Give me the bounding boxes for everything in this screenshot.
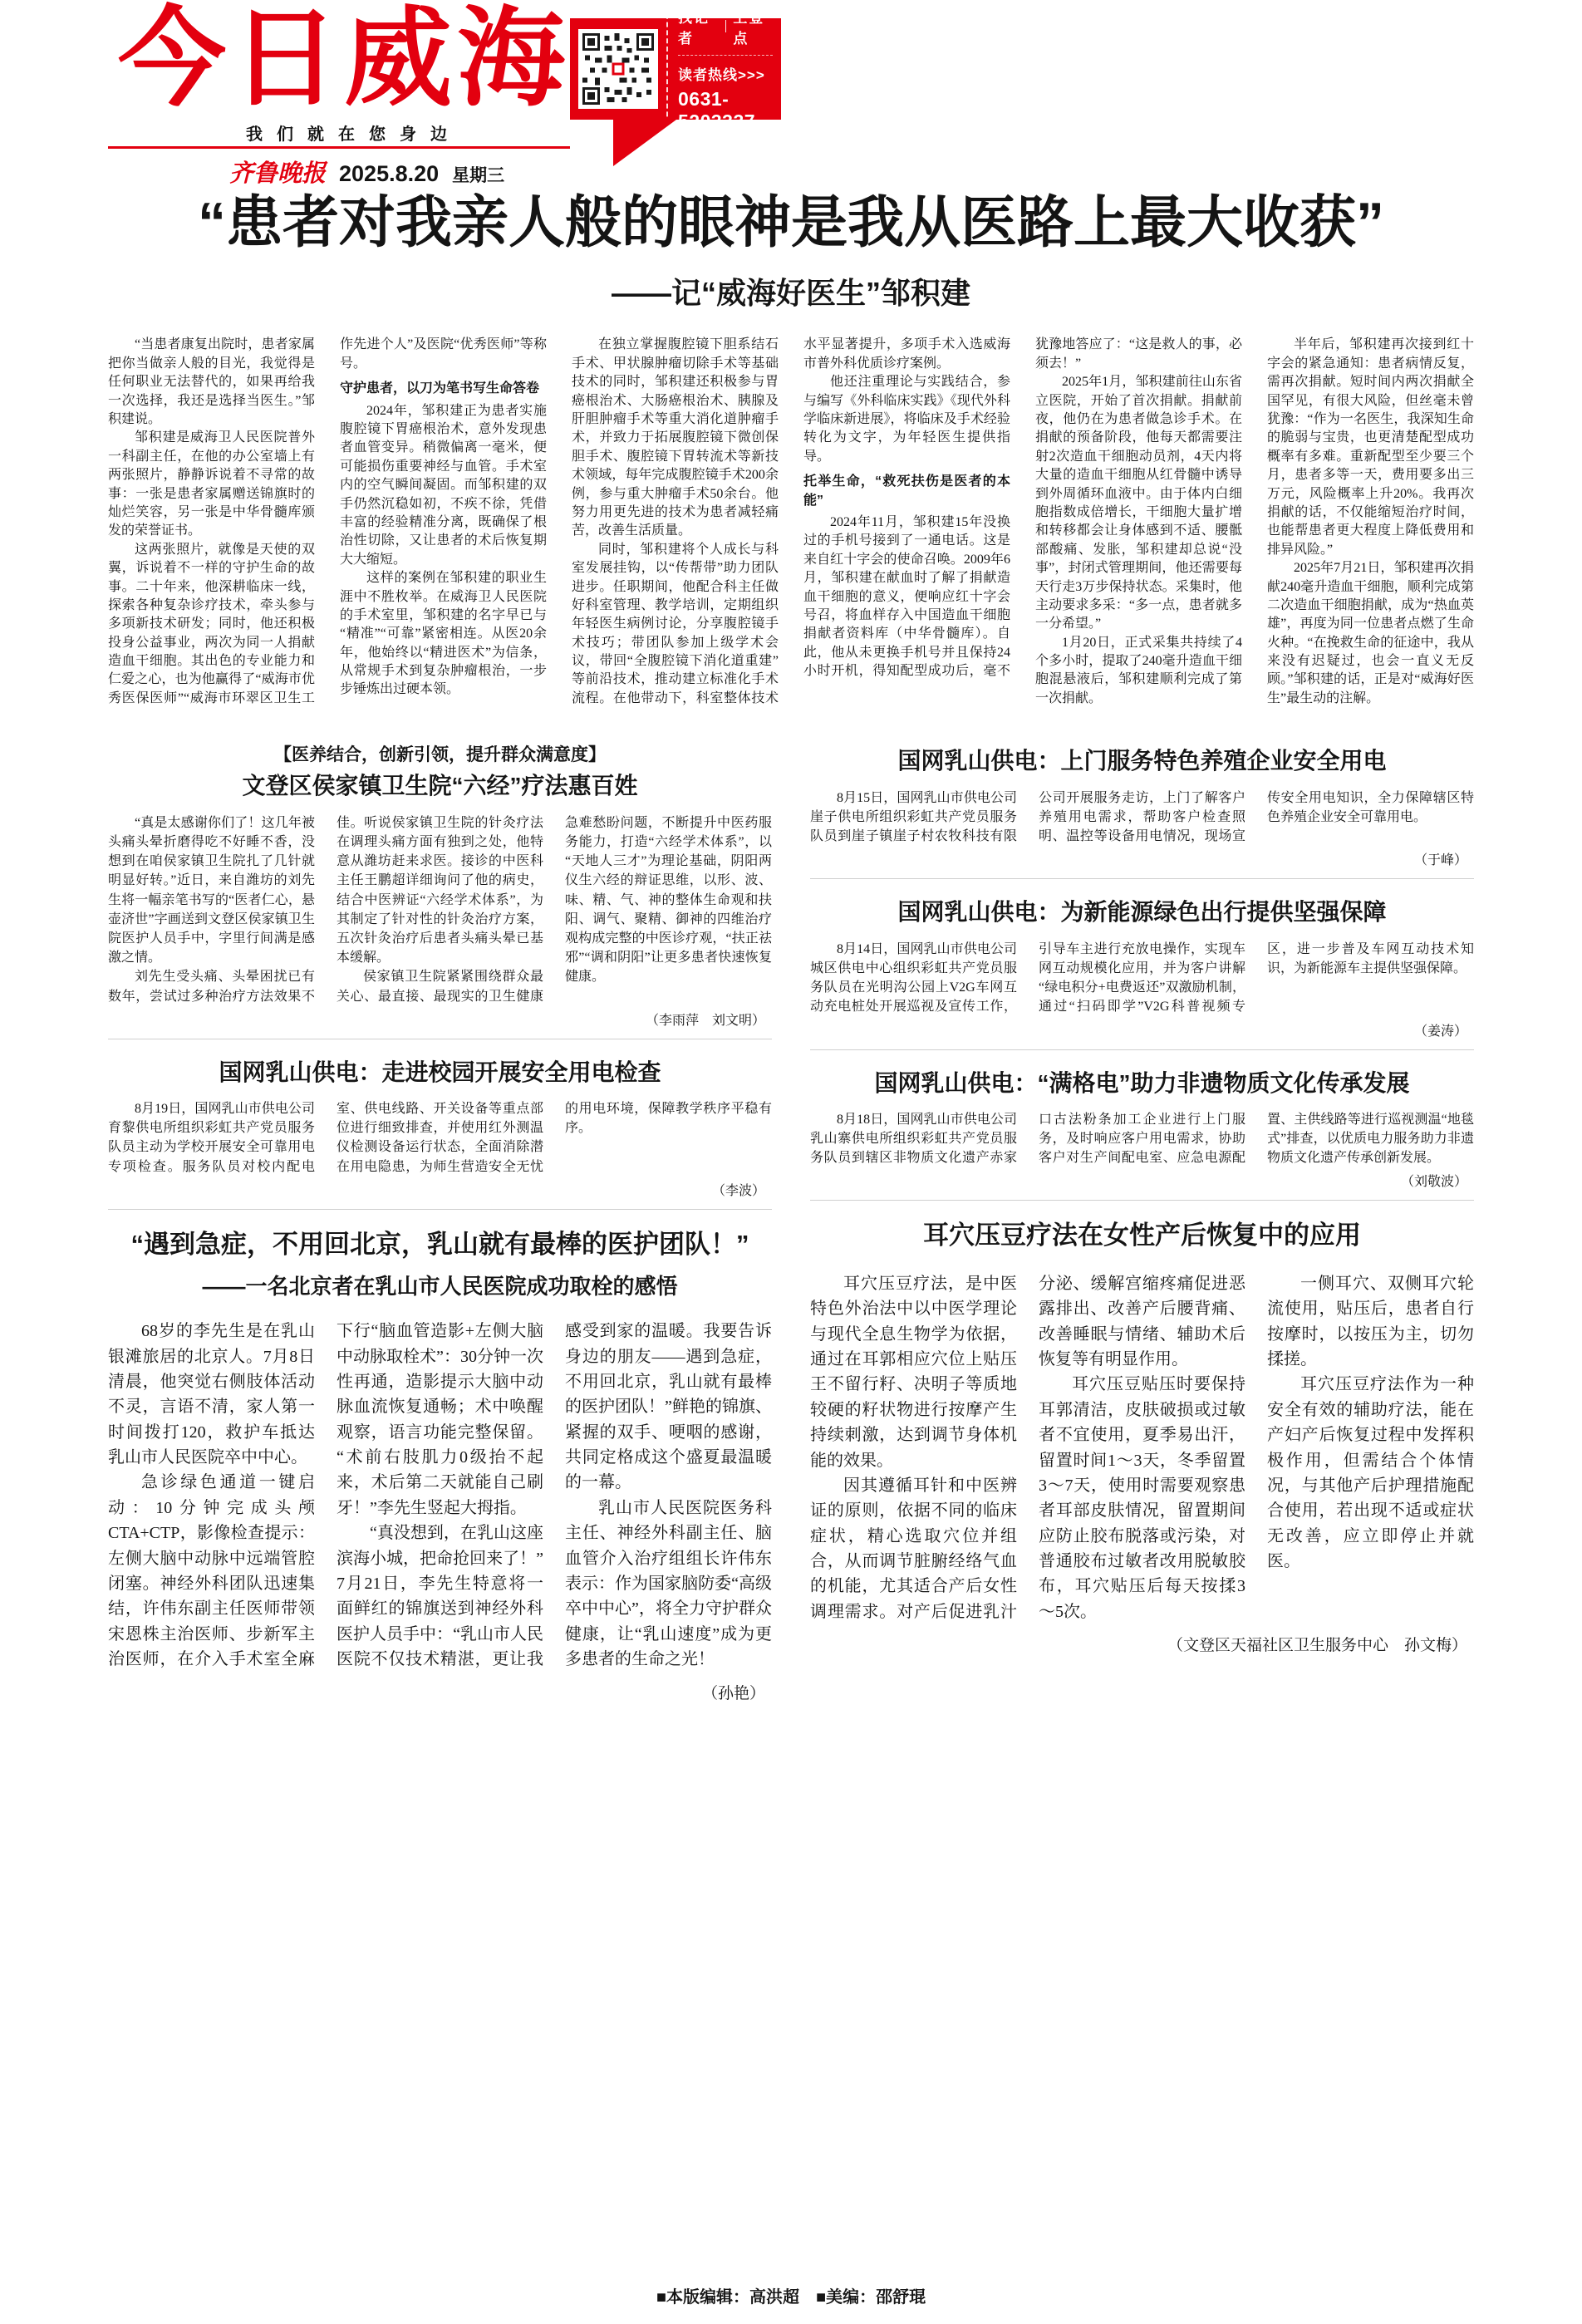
page-designer-credit: ■美编：邵舒琨: [816, 2288, 926, 2307]
press-contact-box: [570, 9, 781, 132]
page-footer: [108, 2267, 1474, 2312]
qr-code: [578, 29, 658, 109]
article-thrombectomy-story: [108, 1210, 772, 2267]
byline: （于峰）: [1413, 853, 1467, 868]
article-title: 国网乳山供电：走进校园开展安全用电检查: [219, 1059, 661, 1085]
paragraph: 刘先生受头痛、头晕困扰已有数年，尝试过多种治疗方法效果不佳。听说侯家镇卫生院的针灸疗法在调理头痛方面有独到之处，他特意从潍坊赶来求医。接诊的中医科主任王鹏超详细询问了他的病史，结合中医辨证“六经学术体系”，为其制定了针对性的针灸治疗方案，五次针灸治疗后患者头痛头晕已基本缓解。: [108, 815, 543, 1004]
reporter-line: [678, 6, 773, 47]
right-article-stack: [810, 728, 1474, 2267]
paragraph: 1月20日，正式采集共持续了4个多小时，提取了240毫升造血干细胞混悬液后，邹积建顺利完成了第一次捐献。: [1035, 635, 1242, 705]
byline: （刘敬波）: [1400, 1175, 1467, 1190]
paragraph: 耳穴压豆疗法，是中医特色外治法中以中医学理论与现代全息生物学为依据，通过在耳郭相应穴位上贴压王不留行籽、决明子等质地较硬的籽状物进行按摩产生持续刺激，达到调节身体机能的效果。: [810, 1274, 1017, 1470]
article-title: 文登区侯家镇卫生院“六经”疗法惠百姓: [242, 773, 638, 799]
paragraph: 守护患者，以刀为笔书写生命答卷: [340, 381, 540, 396]
article-title: 国网乳山供电：为新能源绿色出行提供坚强保障: [897, 899, 1387, 926]
article-title: 国网乳山供电：上门服务特色养殖企业安全用电: [897, 748, 1387, 774]
speech-bubble-tail: [613, 120, 676, 166]
paragraph: 8月15日，国网乳山市供电公司崖子供电所组织彩虹共产党员服务队员到崖子镇崖子村农牧科技有限公司开展服务走访，上门了解客户养殖用电需求，帮助客户检查照明、温控等设备用电情况，现场宣传安全用电知识，全力保障辖区特色养殖企业安全可靠用电。: [810, 790, 1474, 844]
paragraph: 68岁的李先生是在乳山银滩旅居的北京人。7月8日清晨，他突觉右侧肢体活动不灵，言语不清，家人第一时间拨打120，救护车抵达乳山市人民医院卒中中心。: [108, 1322, 315, 1467]
article-intangible-heritage-power: [810, 1050, 1474, 1201]
article-breeding-enterprise-power: [810, 728, 1474, 879]
paragraph: 邹积建是威海卫人民医院普外一科副主任，在他的办公室墙上有两张照片，静静诉说着不寻常的故事：一张是患者家属赠送锦旗时的灿烂笑容，另一张是中华骨髓库颁发的荣誉证书。: [108, 430, 315, 538]
byline: （姜涛）: [1413, 1024, 1467, 1039]
article-title: 国网乳山供电：“满格电”助力非遗物质文化传承发展: [874, 1069, 1410, 1096]
issue-weekday: 星期三: [452, 166, 505, 185]
hotline-phone: 0631-5203337: [678, 87, 756, 132]
masthead-slogan: 我们就在您身边: [246, 125, 461, 144]
contact-info: [666, 6, 773, 133]
byline: （李雨萍 刘文明）: [645, 1013, 765, 1028]
issue-date: 2025.8.20: [339, 161, 440, 186]
article-campus-power-check: [108, 1039, 772, 1210]
article-v2g-green-travel: [810, 879, 1474, 1049]
app-name-label: 上壹点: [733, 9, 765, 47]
article-title: “遇到急症，不用回北京，乳山就有最棒的医护团队！”: [130, 1229, 749, 1259]
lead-dek: ——记“威海好医生”邹积建: [611, 276, 970, 311]
article-body: [810, 940, 1474, 1017]
paragraph: 在独立掌握腹腔镜下胆系结石手术、甲状腺肿瘤切除手术等基础技术的同时，邹积建还积极参与胃癌根治术、大肠癌根治术、胰腺及肝胆肿瘤手术等重大消化道肿瘤手术，并致力于拓展腹腔镜下微创保胆手术、腹腔镜下胃转流术等新技术领域，每年完成腹腔镜手术200余例，参与重大肿瘤手术50余台。他努力用更先进的技术为患者减轻痛苦，改善生活质量。: [572, 337, 779, 538]
paragraph: 8月14日，国网乳山市供电公司城区供电中心组织彩虹共产党员服务队员在光明沟公园上V2G车网互动充电桩处开展巡视及宣传工作，引导车主进行充放电操作，实现车网互动规模化应用，并为客户讲解“绿电积分+电费返还”双激励机制，通过“扫码即学”V2G科普视频专区，进一步普及车网互动技术知识，为新能源车主提供坚强保障。: [810, 941, 1474, 1015]
paragraph: 急诊绿色通道一键启动：10分钟完成头颅CTA+CTP，影像检查提示：左侧大脑中动脉中远端管腔闭塞。神经外科团队迅速集结，许伟东副主任医师带领宋恩株主治医师、步新军主治医师，在介入手术室全麻下行“脑血管造影+左侧大脑中动脉取栓术”：30分钟一次性再通，造影提示大脑中动脉血流恢复通畅；术中唤醒观察，语言功能完整保留。“术前右肢肌力0级抬不起来，术后第二天就能自己刷牙！”李先生竖起大拇指。: [108, 1322, 543, 1669]
qr-code-graphic: [582, 33, 654, 105]
masthead: [108, 0, 1474, 187]
article-body: [108, 813, 772, 1006]
article-body: [810, 1110, 1474, 1168]
paragraph: “真没想到，在乳山这座滨海小城，把命抢回来了！”7月21日，李先生特意将一面鲜红的锦旗送到神经外科医护人员手中：“乳山市人民医院不仅技术精湛，更让我感受到家的温暖。我要告诉身边的朋友——遇到急症，不用回北京，乳山就有最棒的医护团队！”鲜艳的锦旗、紧握的双手、哽咽的感谢，共同定格成这个盛夏最温暖的一幕。: [337, 1322, 772, 1669]
article-grid: [108, 728, 1474, 2267]
find-reporter-label: 找记者: [678, 9, 710, 47]
byline: （李波）: [711, 1183, 765, 1198]
paragraph: 一侧耳穴、双侧耳穴轮流使用，贴压后，患者自行按摩时，以按压为主，切勿揉搓。: [1267, 1274, 1474, 1368]
date-row: [229, 155, 504, 189]
paragraph: “真是太感谢你们了！这几年被头痛头晕折磨得吃不好睡不香，没想到在咱侯家镇卫生院扎了几针就明显好转。”近日，来自潍坊的刘先生将一幅亲笔书写的“医者仁心，悬壶济世”字画送到文登区侯家镇卫生院医护人员手中，字里行间满是感激之情。: [108, 815, 315, 965]
paragraph: 2025年7月21日，邹积建再次捐献240毫升造血干细胞，顺利完成第二次造血干细胞捐献，成为“热血英雄”，再度为同一位患者点燃了生命火种。“在挽救生命的征途中，我从来没有迟疑过，也会一直义无反顾。”邹积建的话，正是对“威海好医生”最生动的注解。: [1267, 561, 1474, 705]
article-body: [810, 789, 1474, 847]
article-dek: ——一名北京者在乳山市人民医院成功取栓的感悟: [202, 1274, 678, 1300]
lead-story: [108, 193, 1474, 710]
paragraph: 同时，邹积建将个人成长与科室发展挂钩，以“传帮带”助力团队进步。任职期间，他配合科主任做好科室管理、教学培训，定期组织年轻医生病例讨论，分享腹腔镜手术技巧；带团队参加上级学术会议，带回“全腹腔镜下消化道重建”等前沿技术，推动建立标准化手术流程。在他带动下，科室整体技术水平显著提升，多项手术入选威海市普外科优质诊疗案例。: [572, 337, 1010, 705]
paragraph: 耳穴压豆贴压时要保持耳郭清洁，皮肤破损或过敏者不宜使用，夏季易出汗，留置时间1～3天，冬季留置3～7天，使用时需要观察患者耳部皮肤情况，留置期间应防止胶布脱落或污染，对普通胶布过敏者改用脱敏胶布，耳穴贴压后每天按揉3～5次。: [1039, 1375, 1245, 1621]
paragraph: 2024年11月，邹积建15年没换过的手机号接到了一通电话。这是来自红十字会的使命召唤。2009年6月，邹积建在献血时了解了捐献造血干细胞的意义，便响应红十字会号召，将血样存入中国造血干细胞捐献者资料库（中华骨髓库）。自此，他从未更换手机号并且保持24小时开机，得知配型成功后，毫不犹豫地答应了：“这是救人的事，必须去！”: [803, 337, 1242, 679]
lead-article-body: [108, 336, 1474, 710]
article-ear-acupoint-therapy: [810, 1201, 1474, 2267]
left-article-stack: [108, 728, 772, 2267]
article-body: [108, 1099, 772, 1177]
lead-headline: “患者对我亲人般的眼神是我从医路上最大收获”: [197, 191, 1384, 254]
paragraph: 2024年，邹积建正为患者实施腹腔镜下胃癌根治术，意外发现患者血管变异。稍微偏离一毫米，便可能损伤重要神经与血管。手术室内的空气瞬间凝固。而邹积建的双手仍然沉稳如初，不疾不徐，凭借丰富的经验精准分离，既确保了根治性切除，又让患者的术后恢复期大大缩短。: [340, 403, 547, 567]
paragraph: “当患者康复出院时，患者家属把你当做亲人般的目光，我觉得是任何职业无法替代的，如果再给我一次选择，我还是选择当医生。”邹积建说。: [108, 337, 315, 426]
hotline-label: 读者热线>>>: [678, 55, 773, 84]
paragraph: 侯家镇卫生院紧紧围绕群众最关心、最直接、最现实的卫生健康急难愁盼问题，不断提升中医药服务能力，打造“六经学术体系”，以“天地人三才”为理论基础，阴阳两仪生六经的辩证思维，以形、波、味、精、气、神的整体生命观和扶阳、调气、聚精、御神的四维治疗观构成完整的中医诊疗观，“扶正祛邪”“调和阴阳”让更多患者快速恢复健康。: [337, 815, 772, 1004]
newspaper-title: 今日威海: [118, 0, 571, 120]
paragraph: 他还注重理论与实践结合，参与编写《外科临床实践》《现代外科学临床新进展》，将临床及手术经验转化为文字，为年轻医生提供指导。: [803, 375, 1010, 464]
page-editor-credit: ■本版编辑：高洪超: [656, 2288, 799, 2307]
byline: （孙艳）: [701, 1684, 765, 1702]
divider-bar: [725, 20, 726, 32]
paragraph: 因其遵循耳针和中医辨证的原则，依据不同的临床症状，精心选取穴位并组合，从而调节脏腑经络气血的机能，尤其适合产后女性调理需求。对产后促进乳汁分泌、缓解宫缩疼痛促进恶露排出、改善产后腰背痛、改善睡眠与情绪、辅助术后恢复等有明显作用。: [810, 1274, 1245, 1621]
paragraph: 这两张照片，就像是天使的双翼，诉说着不一样的守护生命的故事。二十年来，他深耕临床一线，探索各种复杂诊疗技术，牵头参与多项新技术研发；同时，他还积极投身公益事业，两次为同一人捐献造血干细胞。其出色的专业能力和仁爱之心，也为他赢得了“威海市优秀医保医师”“威海市环翠区卫生工作先进个人”及医院“优秀医师”等称号。: [108, 337, 547, 705]
paper-logo: 齐鲁晚报: [229, 160, 327, 187]
paragraph: 乳山市人民医院医务科主任、神经外科副主任、脑血管介入治疗组组长许伟东表示：作为国家脑防委“高级卒中中心”，将全力守护群众健康，让“乳山速度”成为更多患者的生命之光！: [565, 1498, 772, 1669]
red-rule: [108, 146, 570, 149]
byline: （文登区天福社区卫生服务中心 孙文梅）: [1167, 1637, 1467, 1655]
article-body: [108, 1319, 772, 1672]
paragraph: 这样的案例在邹积建的职业生涯中不胜枚举。在威海卫人民医院的手术室里，邹积建的名字早已与“精准”“可靠”紧密相连。从医20余年，他始终以“精进医术”为信条，从常规手术到复杂肿瘤根治，一步步锤炼出过硬本领。: [340, 571, 547, 697]
article-houjia-clinic: [108, 728, 772, 1039]
article-body: [810, 1271, 1474, 1624]
article-kicker: 【医养结合，创新引领，提升群众满意度】: [274, 745, 606, 765]
paragraph: 托举生命，“救死扶伤是医者的本能”: [803, 474, 1010, 508]
article-title: 耳穴压豆疗法在女性产后恢复中的应用: [923, 1221, 1361, 1250]
paragraph: 耳穴压豆疗法作为一种安全有效的辅助疗法，能在产妇产后恢复过程中发挥积极作用，但需结合个体情况，与其他产后护理措施配合使用，若出现不适或症状无改善，应立即停止并就医。: [1267, 1375, 1474, 1571]
paragraph: 半年后，邹积建再次接到红十字会的紧急通知：患者病情反复，需再次捐献。短时间内两次捐献全国罕见，有很大风险，但丝毫未曾犹豫：“作为一名医生，我深知生命的脆弱与宝贵，也更清楚配型成功概率有多难。重新配型至少要三个月，患者多等一天，费用要多出三万元，风险概率上升20%。我再次捐献的话，不仅能缩短治疗时间，也能帮患者更大程度上降低费用和排异风险。”: [1267, 337, 1474, 557]
paragraph: 8月18日，国网乳山市供电公司乳山寨供电所组织彩虹共产党员服务队员到辖区非物质文化遗产赤家口古法粉条加工企业进行上门服务，及时响应客户用电需求，协助客户对生产间配电室、应急电源配置、主供线路等进行巡视测温“地毯式”排查，以优质电力服务助力非遗物质文化遗产传承创新发展。: [810, 1112, 1474, 1166]
paragraph: 8月19日，国网乳山市供电公司育黎供电所组织彩虹共产党员服务队员主动为学校开展安全可靠用电专项检查。服务队员对校内配电室、供电线路、开关设备等重点部位进行细致排查，并使用红外测温仪检测设备运行状态，全面消除潜在用电隐患，为师生营造安全无忧的用电环境，保障教学秩序平稳有序。: [108, 1102, 772, 1174]
paragraph: 2025年1月，邹积建前往山东省立医院，开始了首次捐献。捐献前夜，他仍在为患者做急诊手术。在捐献的预备阶段，他每天都需要注射2次造血干细胞动员剂，4天内将大量的造血干细胞从红骨髓中诱导到外周循环血液中。由于体内白细胞指数成倍增长，干细胞大量扩增和转移都会让身体感到不适、腰骶部酸痛、发胀，邹积建却总说“没事”，封闭式管理期间，他还需要每天行走3万步保持状态。采集时，他主动要求多采：“多一点，患者就多一分希望。”: [1035, 375, 1242, 631]
